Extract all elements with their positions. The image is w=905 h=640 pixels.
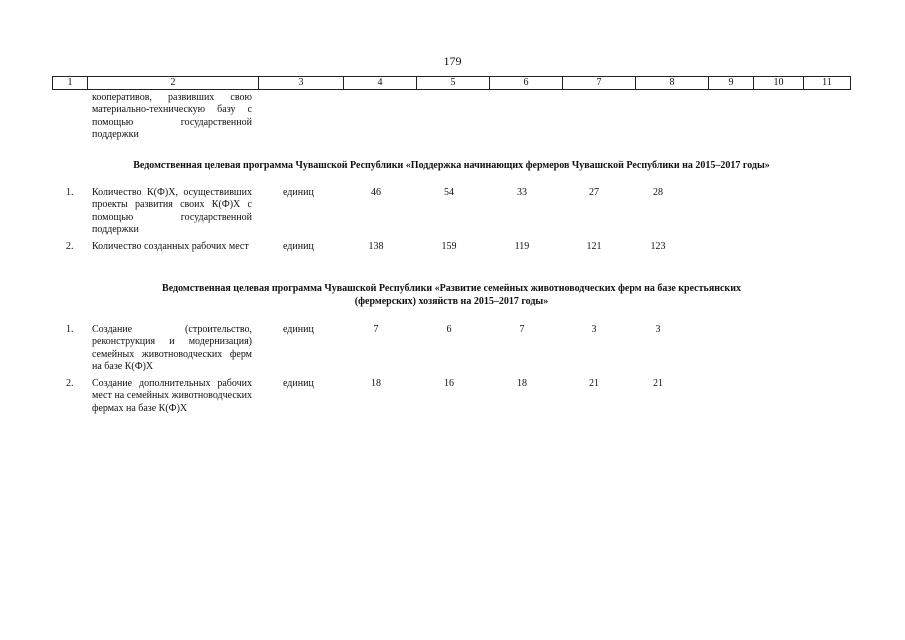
row-value-col8: 123 (650, 241, 666, 252)
section-title-2-line2: (фермерских) хозяйств на 2015–2017 годы» (354, 296, 549, 307)
header-cell-7: 7 (562, 77, 635, 89)
row-unit: единиц (283, 241, 314, 252)
header-cell-11: 11 (803, 77, 851, 89)
row-value-col7: 3 (591, 324, 597, 335)
row-value-col4: 7 (373, 324, 379, 335)
row-value-col4: 18 (371, 378, 381, 389)
header-cell-1: 1 (52, 77, 87, 89)
header-cell-2: 2 (87, 77, 258, 89)
row-value-col4: 46 (371, 187, 381, 198)
row-value-col8: 21 (653, 378, 663, 389)
row-unit: единиц (283, 187, 314, 198)
header-cell-9: 9 (708, 77, 753, 89)
row-value-col6: 33 (517, 187, 527, 198)
row-description: Количество К(Ф)Х, осуществивших проекты развития своих К(Ф)Х с помощью государственной поддержки (92, 187, 252, 236)
header-cell-5: 5 (416, 77, 489, 89)
row-number: 2. (66, 241, 74, 252)
row-value-col4: 138 (368, 241, 384, 252)
row-unit: единиц (283, 324, 314, 335)
row-value-col6: 119 (514, 241, 530, 252)
row-value-col5: 54 (444, 187, 454, 198)
row-value-col8: 3 (655, 324, 661, 335)
row-number: 1. (66, 324, 74, 335)
row-value-col7: 121 (586, 241, 602, 252)
row-value-col6: 7 (519, 324, 525, 335)
row-value-col7: 21 (589, 378, 599, 389)
row-number: 2. (66, 378, 74, 389)
header-cell-4: 4 (343, 77, 416, 89)
row-value-col5: 16 (444, 378, 454, 389)
row-description: Создание (строительство, реконструкция и модернизация) семейных животноводческих ферм на базе К(Ф)Х (92, 324, 252, 373)
header-cell-10: 10 (753, 77, 803, 89)
header-cell-6: 6 (489, 77, 562, 89)
section-title-2-line1: Ведомственная целевая программа Чувашской Республики «Развитие семейных животноводческих ферм на базе крестьянских (162, 283, 741, 294)
row-value-col5: 6 (446, 324, 452, 335)
section-title-1: Ведомственная целевая программа Чувашской Республики «Поддержка начинающих фермеров Чувашской Республики на 2015–2017 годы» (133, 160, 770, 171)
row-description: Создание дополнительных рабочих мест на семейных животноводческих фермах на базе К(Ф)Х (92, 378, 252, 414)
row-number: 1. (66, 187, 74, 198)
table-header-row (52, 76, 851, 90)
row-unit: единиц (283, 378, 314, 389)
row-value-col6: 18 (517, 378, 527, 389)
row-description: Количество созданных рабочих мест (92, 241, 249, 252)
row-value-col5: 159 (441, 241, 457, 252)
page-number: 179 (443, 54, 462, 68)
row-value-col7: 27 (589, 187, 599, 198)
continuation-description: кооперативов, развивших свою материально-техническую базу с помощью государственной поддержки (92, 92, 252, 141)
row-value-col8: 28 (653, 187, 663, 198)
header-cell-3: 3 (258, 77, 343, 89)
header-cell-8: 8 (635, 77, 708, 89)
